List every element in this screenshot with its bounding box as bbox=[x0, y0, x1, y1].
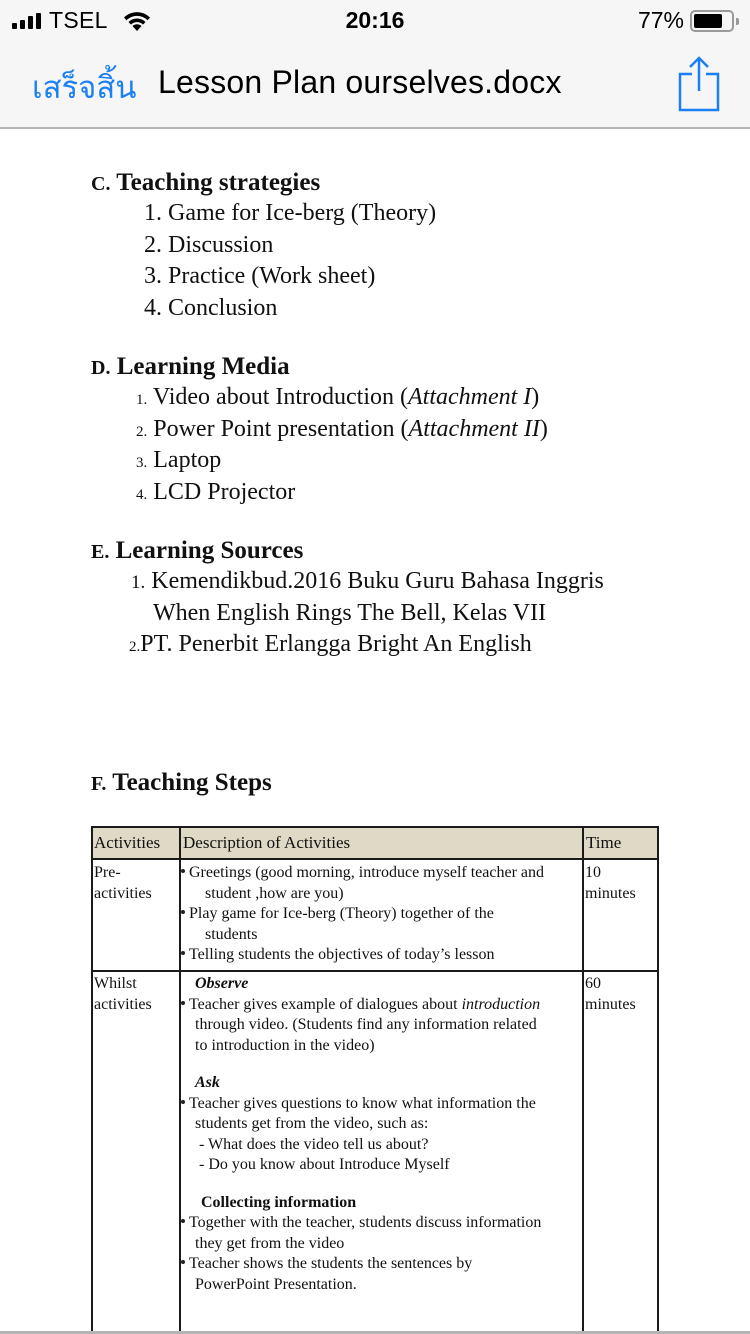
list-item: 2.PT. Penerbit Erlangga Bright An English bbox=[129, 631, 532, 657]
list-item: 4. LCD Projector bbox=[136, 479, 296, 505]
description-cell: Greetings (good morning, introduce myself teacher and student ,how are you) Play game for Ice-berg (Theory) together of the students Telling students the objectives of today’s lesson bbox=[181, 863, 544, 966]
teaching-steps-table bbox=[91, 826, 659, 1334]
app-chrome bbox=[0, 0, 750, 129]
section-c-heading: C. Teaching strategies bbox=[91, 169, 321, 196]
section-d-heading: D. Learning Media bbox=[91, 353, 290, 380]
activity-cell: Pre- activities bbox=[94, 864, 152, 902]
list-item: 4. Conclusion bbox=[144, 295, 278, 321]
list-item: 3. Practice (Work sheet) bbox=[144, 263, 376, 289]
table-header-row bbox=[91, 826, 659, 859]
done-button[interactable]: เสร็จสิ้น bbox=[32, 70, 137, 106]
list-item: 2. Discussion bbox=[144, 232, 274, 258]
column-header-description: Description of Activities bbox=[183, 833, 351, 852]
collecting-heading: Collecting information bbox=[201, 1193, 357, 1211]
clock: 20:16 bbox=[345, 7, 405, 33]
time-cell: 60 minutes bbox=[585, 975, 636, 1013]
battery-icon bbox=[690, 10, 734, 32]
column-header-time: Time bbox=[586, 833, 622, 852]
observe-heading: Observe bbox=[195, 975, 249, 992]
list-item: 1. Game for Ice-berg (Theory) bbox=[144, 200, 437, 226]
list-item-continuation: When English Rings The Bell, Kelas VII bbox=[153, 600, 547, 626]
battery-percent: 77% bbox=[637, 7, 684, 33]
section-f-heading: F. Teaching Steps bbox=[91, 769, 272, 796]
list-item: 1. Video about Introduction (Attachment I) bbox=[136, 384, 540, 410]
status-bar bbox=[0, 0, 750, 40]
section-e-heading: E. Learning Sources bbox=[91, 537, 304, 564]
time-cell: 10 minutes bbox=[585, 864, 636, 902]
ask-heading: Ask bbox=[195, 1074, 220, 1091]
list-item: 1. Kemendikbud.2016 Buku Guru Bahasa Inggris bbox=[131, 568, 604, 594]
document-title: Lesson Plan ourselves.docx bbox=[158, 64, 562, 100]
list-item: 3. Laptop bbox=[136, 447, 222, 473]
share-icon[interactable] bbox=[678, 54, 720, 112]
activity-cell: Whilst activities bbox=[94, 975, 152, 1013]
carrier-name: TSEL bbox=[49, 7, 108, 33]
column-header-activities: Activities bbox=[94, 833, 161, 852]
description-cell: Observe Teacher gives example of dialogues about introduction through video. (Students find any information related to introduction in the video) Ask Teacher gives questions to know what information the students get from the video, such as: - What does the video tell us about? - Do you know about Introduce Myself Collecting information Together with the teacher, students discuss information they get from the video Teacher shows the students the sentences by PowerPoint Presentation. bbox=[181, 974, 541, 1295]
list-item: 2. Power Point presentation (Attachment II) bbox=[136, 416, 548, 442]
document-page bbox=[0, 131, 750, 1334]
navigation-bar bbox=[0, 40, 750, 128]
